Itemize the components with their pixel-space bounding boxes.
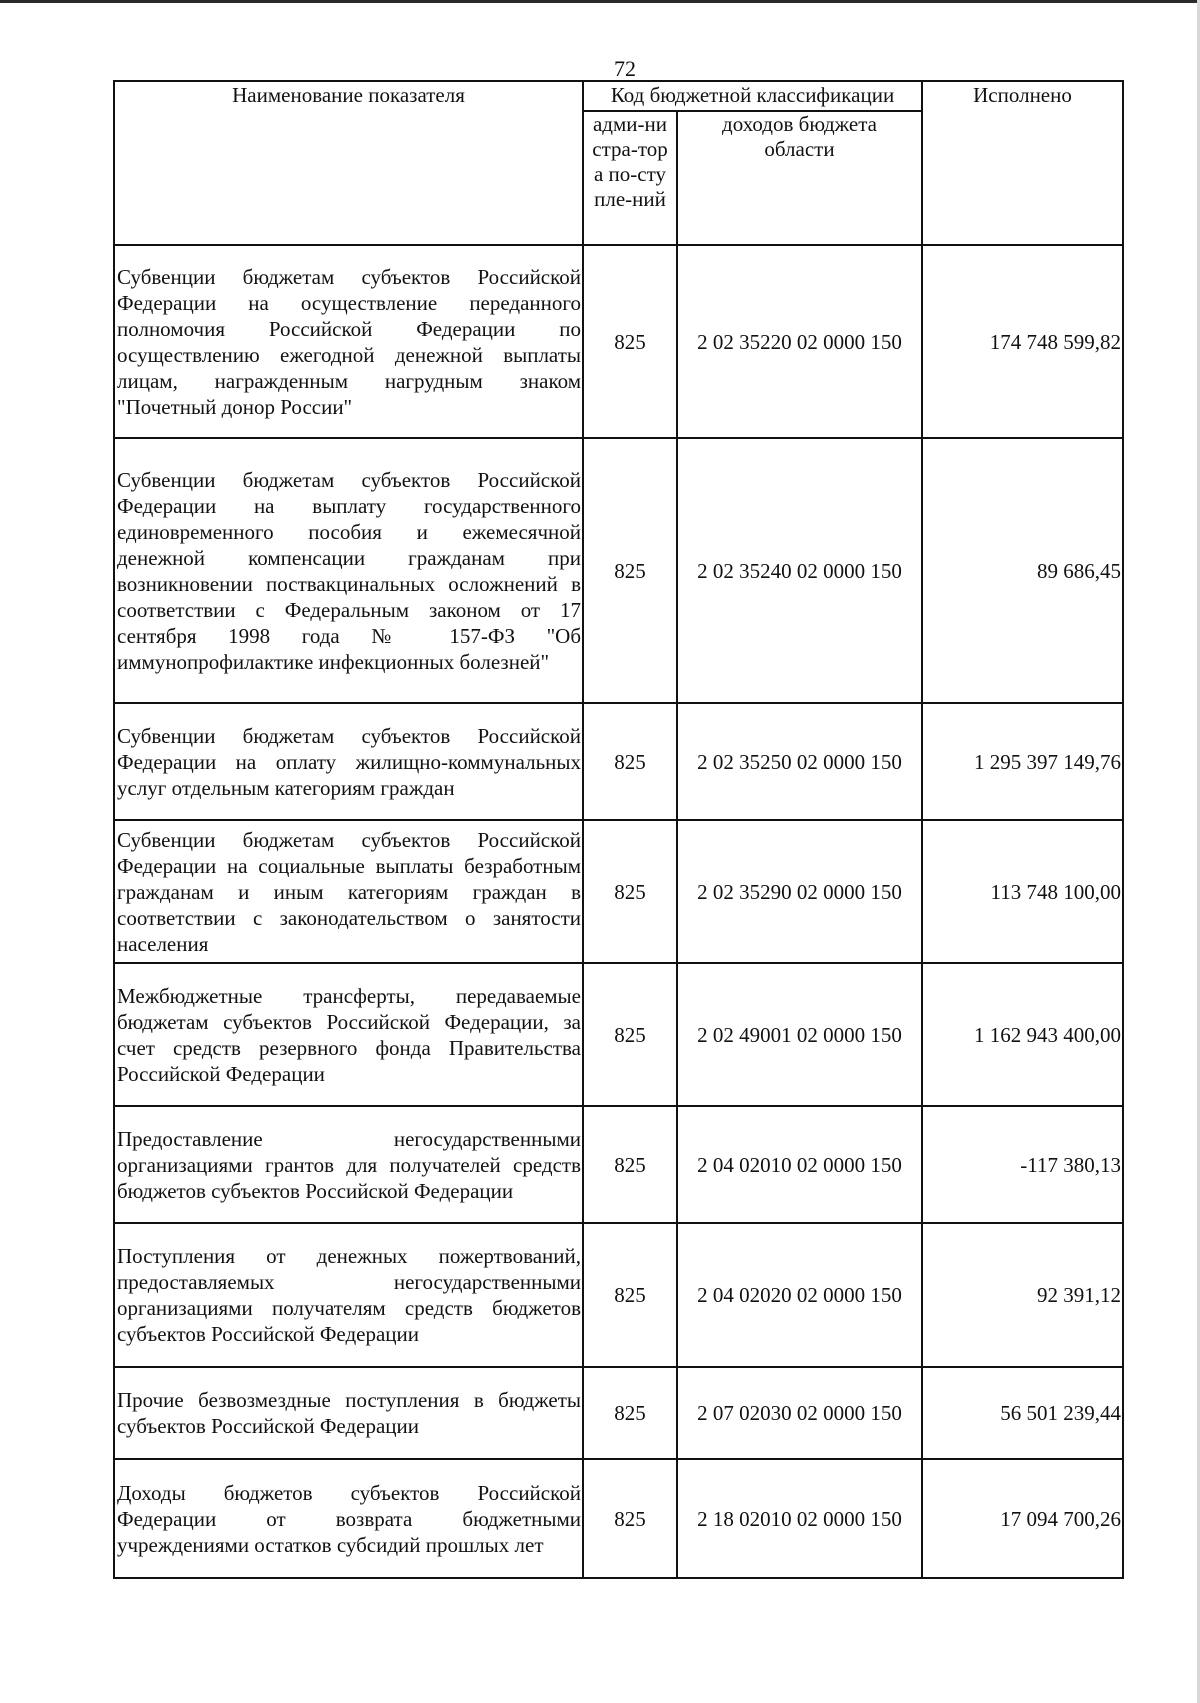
- row-revenue-code: 2 04 02010 02 0000 150: [677, 1106, 922, 1223]
- header-administrator-text: адми-нистра-тора по-ступле-ний: [592, 112, 668, 211]
- row-admin-code: 825: [583, 245, 677, 438]
- row-revenue-code: 2 02 35240 02 0000 150: [677, 438, 922, 703]
- scan-edge-top: [0, 0, 1200, 3]
- header-name: Наименование показателя: [114, 81, 583, 245]
- row-revenue-code: 2 07 02030 02 0000 150: [677, 1367, 922, 1459]
- row-revenue-code: 2 02 35220 02 0000 150: [677, 245, 922, 438]
- table-row: [114, 245, 1123, 438]
- row-name: Доходы бюджетов субъектов Российской Федерации от возврата бюджетными учреждениями остатков субсидий прошлых лет: [114, 1459, 583, 1578]
- row-admin-code: 825: [583, 1459, 677, 1578]
- row-admin-code: 825: [583, 963, 677, 1106]
- row-amount: 17 094 700,26: [922, 1459, 1123, 1578]
- row-admin-code: 825: [583, 820, 677, 963]
- row-admin-code: 825: [583, 1223, 677, 1367]
- row-revenue-code: 2 02 35290 02 0000 150: [677, 820, 922, 963]
- row-amount: 113 748 100,00: [922, 820, 1123, 963]
- table-row: [114, 1223, 1123, 1367]
- row-name: Субвенции бюджетам субъектов Российской Федерации на осуществление переданного полномочия Российской Федерации по осуществлению ежегодной денежной выплаты лицам, награжденным нагрудным знаком "Почетный донор России": [114, 245, 583, 438]
- row-name: Поступления от денежных пожертвований, предоставляемых негосударственными организациями получателям средств бюджетов субъектов Российской Федерации: [114, 1223, 583, 1367]
- table-row: [114, 438, 1123, 703]
- header-classification: Код бюджетной классификации: [583, 81, 922, 111]
- row-amount: 89 686,45: [922, 438, 1123, 703]
- row-name: Субвенции бюджетам субъектов Российской Федерации на оплату жилищно-коммунальных услуг отдельным категориям граждан: [114, 703, 583, 820]
- row-name: Субвенции бюджетам субъектов Российской Федерации на социальные выплаты безработным гражданам и иным категориям граждан в соответствии с законодательством о занятости населения: [114, 820, 583, 963]
- row-amount: 1 295 397 149,76: [922, 703, 1123, 820]
- row-amount: 92 391,12: [922, 1223, 1123, 1367]
- row-amount: 1 162 943 400,00: [922, 963, 1123, 1106]
- row-admin-code: 825: [583, 1367, 677, 1459]
- row-name: Предоставление негосударственными организациями грантов для получателей средств бюджетов субъектов Российской Федерации: [114, 1106, 583, 1223]
- row-admin-code: 825: [583, 1106, 677, 1223]
- table-header: [114, 81, 1123, 245]
- row-revenue-code: 2 02 35250 02 0000 150: [677, 703, 922, 820]
- row-admin-code: 825: [583, 438, 677, 703]
- row-amount: -117 380,13: [922, 1106, 1123, 1223]
- budget-table: [113, 80, 1124, 1579]
- row-amount: 56 501 239,44: [922, 1367, 1123, 1459]
- row-amount: 174 748 599,82: [922, 245, 1123, 438]
- header-revenue: [677, 111, 922, 245]
- table-row: [114, 963, 1123, 1106]
- header-revenue-text: доходов бюджета области: [722, 112, 877, 161]
- row-revenue-code: 2 04 02020 02 0000 150: [677, 1223, 922, 1367]
- row-revenue-code: 2 02 49001 02 0000 150: [677, 963, 922, 1106]
- table-row: [114, 703, 1123, 820]
- header-administrator: [583, 111, 677, 245]
- row-name: Межбюджетные трансферты, передаваемые бюджетам субъектов Российской Федерации, за счет средств резервного фонда Правительства Российской Федерации: [114, 963, 583, 1106]
- table-row: [114, 1459, 1123, 1578]
- row-name: Прочие безвозмездные поступления в бюджеты субъектов Российской Федерации: [114, 1367, 583, 1459]
- row-name: Субвенции бюджетам субъектов Российской Федерации на выплату государственного единовременного пособия и ежемесячной денежной компенсации гражданам при возникновении поствакцинальных осложнений в соответствии с Федеральным законом от 17 сентября 1998 года № 157-ФЗ "Об иммунопрофилактике инфекционных болезней": [114, 438, 583, 703]
- header-executed: Исполнено: [922, 81, 1123, 245]
- row-admin-code: 825: [583, 703, 677, 820]
- page-number: 72: [614, 56, 636, 81]
- table-row: [114, 1106, 1123, 1223]
- table-row: [114, 820, 1123, 963]
- table-row: [114, 1367, 1123, 1459]
- row-revenue-code: 2 18 02010 02 0000 150: [677, 1459, 922, 1578]
